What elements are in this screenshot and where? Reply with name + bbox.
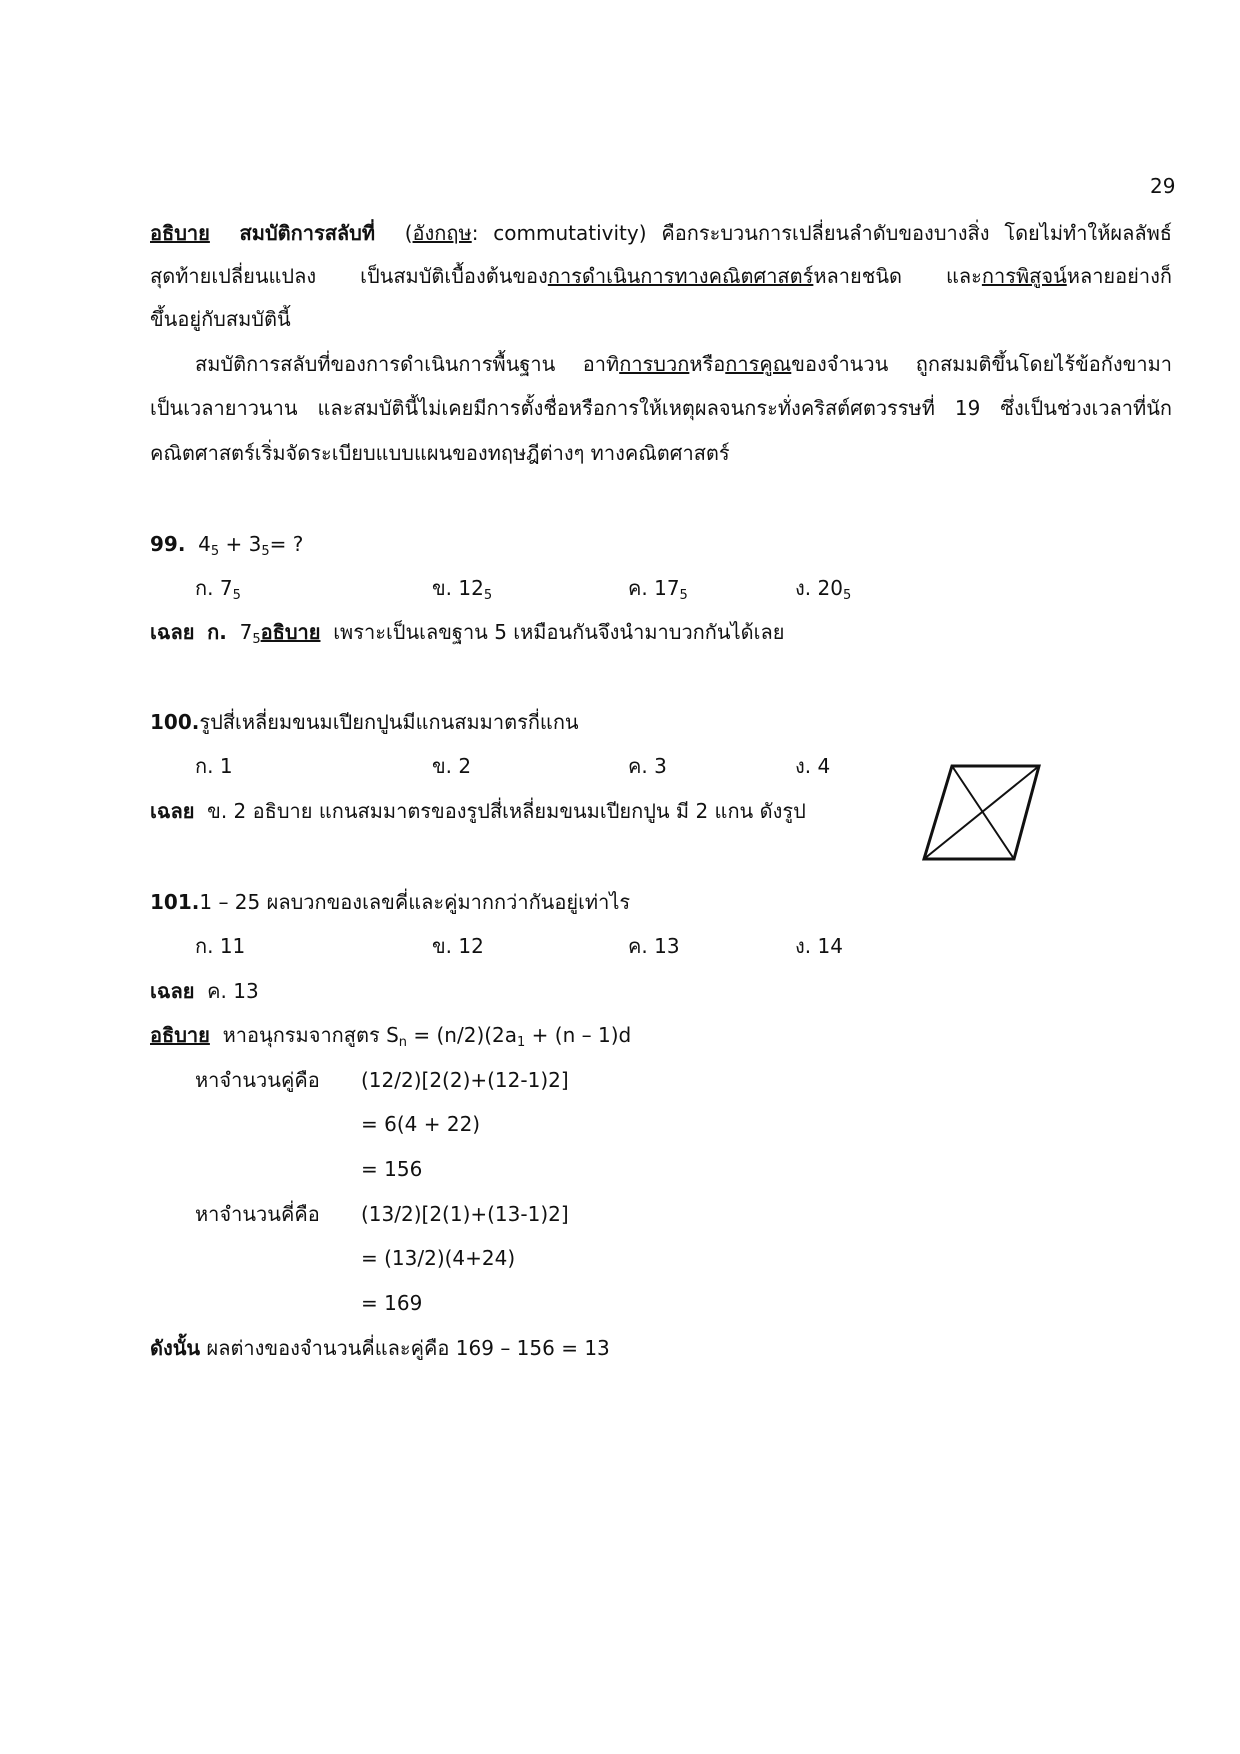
formula-sub: n	[398, 1035, 408, 1050]
question-text: รูปสี่เหลี่ยมขนมเปียกปูนมีแกนสมมาตรกี่แกน	[199, 710, 579, 734]
conclusion-text: ผลต่างของจำนวนคี่และคู่คือ 169 – 156 = 13	[206, 1336, 610, 1360]
option-a: ก. 1	[195, 754, 233, 778]
rhombus-diagram	[918, 760, 1046, 866]
answer-99	[150, 618, 784, 646]
formula: หาอนุกรมจากสูตร S	[222, 1023, 399, 1047]
intro-text: หลายชนิด และ	[813, 264, 982, 288]
question-number: 101.	[150, 890, 200, 914]
intro-text: : commutativity) คือกระบวนการเปลี่ยนลำดับของบางสิ่ง โดยไม่ทำให้ผลลัพธ์	[471, 221, 1172, 245]
option-b: ข. 2	[432, 754, 472, 778]
link-english[interactable]: อังกฤษ	[412, 221, 472, 245]
intro-line-3: ขึ้นอยู่กับสมบัตินี้	[150, 307, 291, 331]
odd-label: หาจำนวนคี่คือ	[195, 1202, 320, 1226]
intro-line-1	[150, 219, 1172, 247]
option-label: ก. 7	[195, 576, 233, 600]
q-sub: 5	[210, 544, 220, 559]
even-step-1: (12/2)[2(2)+(12-1)2]	[361, 1068, 569, 1092]
answer-choice: ก.	[207, 620, 227, 644]
formula: = (n/2)(2a	[407, 1023, 518, 1047]
answer-text: ข. 2 อธิบาย แกนสมมาตรของรูปสี่เหลี่ยมขนมเปียกปูน มี 2 แกน ดังรูป	[207, 799, 806, 823]
answer-101	[150, 977, 259, 1005]
intro-text: หลายอย่างก็	[1066, 264, 1172, 288]
question-number: 100.	[150, 710, 200, 734]
answer-value: 7	[239, 620, 253, 644]
odd-step-3: = 169	[361, 1291, 423, 1315]
answer-text: ค. 13	[207, 979, 259, 1003]
option-label: ง. 20	[795, 576, 843, 600]
question-101	[150, 888, 630, 916]
formula-sub: 1	[517, 1035, 526, 1050]
option-c: ค. 3	[628, 754, 667, 778]
para2-line-2: เป็นเวลายาวนาน และสมบัตินี้ไม่เคยมีการตั้งชื่อหรือการให้เหตุผลจนกระทั่งคริสต์ศตวรรษที่ 19 ซึ่งเป็นช่วงเวลาที่นัก	[150, 396, 1172, 420]
explain-label: อธิบาย	[150, 1023, 210, 1047]
even-step-3: = 156	[361, 1157, 423, 1181]
para-text: สมบัติการสลับที่ของการดำเนินการพื้นฐาน อาทิ	[195, 352, 620, 376]
para2-line-1	[195, 350, 1172, 378]
answer-label: เฉลย	[150, 799, 195, 823]
option-label: ข. 12	[432, 576, 484, 600]
q-text: = ?	[269, 532, 304, 556]
option-a	[195, 574, 241, 602]
symmetry-axis-2	[924, 766, 1039, 859]
question-99	[150, 530, 303, 558]
answer-100	[150, 797, 806, 825]
para2-line-3: คณิตศาสตร์เริ่มจัดระเบียบแบบแผนของทฤษฎีต่างๆ ทางคณิตศาสตร์	[150, 441, 730, 465]
option-sub: 5	[232, 588, 241, 603]
q-text: + 3	[219, 532, 262, 556]
link-math-operations[interactable]: การดำเนินการทางคณิตศาสตร์	[547, 264, 814, 288]
option-c: ค. 13	[628, 934, 680, 958]
answer-label: เฉลย	[150, 979, 195, 1003]
term-commutativity: สมบัติการสลับที่	[239, 221, 376, 245]
explain-label: อธิบาย	[260, 620, 321, 644]
intro-line-2	[150, 262, 1172, 290]
even-label: หาจำนวนคู่คือ	[195, 1068, 320, 1092]
option-label: ค. 17	[628, 576, 680, 600]
option-a: ก. 11	[195, 934, 246, 958]
explain-101	[150, 1021, 631, 1049]
question-text: 1 – 25 ผลบวกของเลขคี่และคู่มากกว่ากันอยู่เท่าไร	[199, 890, 631, 914]
link-multiplication[interactable]: การคูณ	[725, 352, 792, 376]
option-b	[432, 574, 492, 602]
conclusion	[150, 1334, 610, 1362]
para-text: หรือ	[689, 352, 726, 376]
para-text: ของจำนวน ถูกสมมติขึ้นโดยไร้ข้อกังขามา	[791, 352, 1172, 376]
paren: (	[404, 221, 413, 245]
link-addition[interactable]: การบวก	[619, 352, 690, 376]
formula: + (n – 1)d	[525, 1023, 632, 1047]
explain-text: เพราะเป็นเลขฐาน 5 เหมือนกันจึงนำมาบวกกันได้เลย	[333, 620, 785, 644]
q-text: 4	[198, 532, 211, 556]
option-c	[628, 574, 688, 602]
intro-text: สุดท้ายเปลี่ยนแปลง เป็นสมบัติเบื้องต้นของ	[150, 264, 548, 288]
conclusion-label: ดังนั้น	[150, 1336, 201, 1360]
option-sub: 5	[842, 588, 852, 603]
answer-sub: 5	[252, 632, 261, 647]
explain-heading: อธิบาย	[150, 221, 210, 245]
question-100	[150, 708, 579, 736]
option-b: ข. 12	[432, 934, 484, 958]
link-proof[interactable]: การพิสูจน์	[981, 264, 1067, 288]
option-sub: 5	[679, 588, 688, 603]
question-number: 99.	[150, 532, 186, 556]
option-d: ง. 4	[795, 754, 831, 778]
page-number: 29	[1150, 174, 1176, 198]
option-d	[795, 574, 851, 602]
even-step-2: = 6(4 + 22)	[361, 1112, 481, 1136]
option-d: ง. 14	[795, 934, 843, 958]
odd-step-1: (13/2)[2(1)+(13-1)2]	[361, 1202, 569, 1226]
q-sub: 5	[261, 544, 270, 559]
option-sub: 5	[483, 588, 493, 603]
odd-step-2: = (13/2)(4+24)	[361, 1246, 516, 1270]
answer-label: เฉลย	[150, 620, 195, 644]
